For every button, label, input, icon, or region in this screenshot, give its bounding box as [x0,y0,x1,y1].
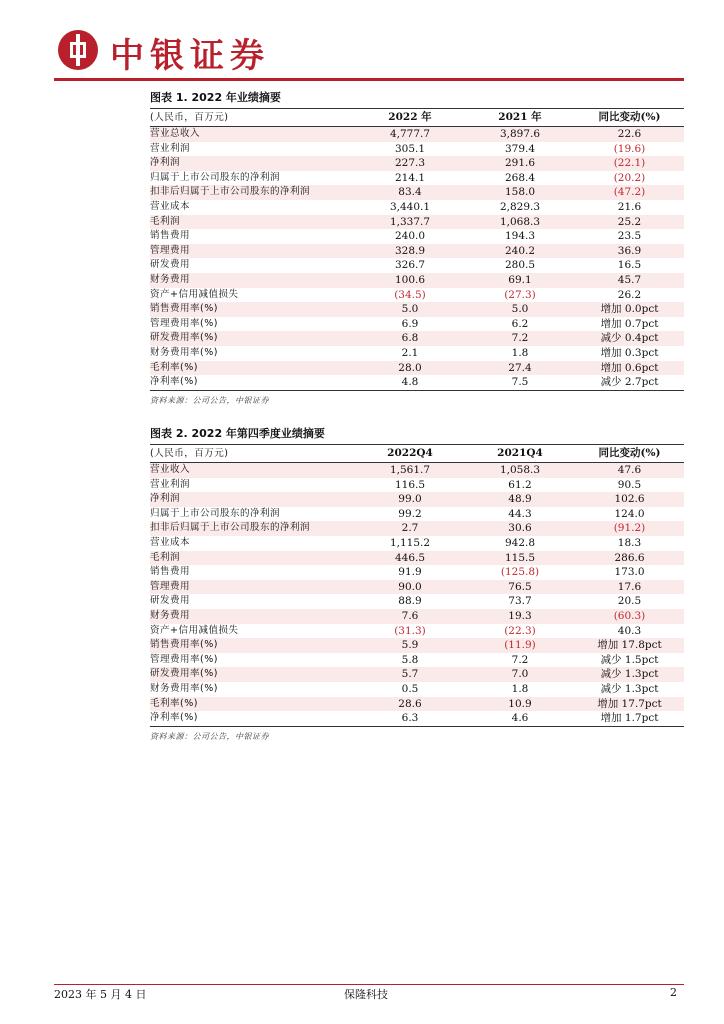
row-label: 扣非后归属于上市公司股东的净利润 [150,185,355,200]
table-cell: 减少 2.7pct [575,375,684,390]
table-cell: 增加 1.7pct [575,711,684,726]
data-table [150,445,684,727]
table-row [150,565,684,580]
row-label: 财务费用率(%) [150,346,218,358]
table-cell: 减少 1.3pct [600,682,659,695]
row-label: 净利润 [150,492,355,507]
table-cell: 280.5 [504,259,536,272]
table-row [150,638,684,653]
table-row [150,624,684,639]
table-cell: 83.4 [355,185,465,200]
table-cell: 45.7 [575,273,684,288]
row-label: 毛利率(%) [150,361,355,376]
table-cell: 194.3 [504,230,536,243]
table-cell: 5.0 [465,302,575,317]
table-cell: 5.0 [355,302,465,317]
summary-table-2022 [150,88,684,406]
table-cell: 1.8 [511,682,529,695]
table-cell: 102.6 [575,492,684,507]
table-cell: 5.8 [401,653,419,666]
brand-name: 中银证券 [110,36,270,76]
table-row [150,682,684,697]
table-row [150,142,684,157]
table-cell: 27.4 [465,361,575,376]
row-label: 毛利率(%) [150,697,355,712]
row-label: 销售费用 [150,230,191,242]
table-cell: 173.0 [614,566,645,579]
row-label: 营业成本 [150,200,191,212]
bank-logo-icon [58,30,98,70]
table-cell: 48.9 [465,492,575,507]
table-cell: 214.1 [394,171,426,184]
row-label: 营业总收入 [150,127,355,142]
table-cell: 增加 17.7pct [575,697,684,712]
table-cell: (47.2) [575,185,684,200]
table-row [150,331,684,346]
table-cell: 2,829.3 [499,200,541,213]
table-cell: 326.7 [394,259,426,272]
table-cell: 7.6 [355,609,465,624]
table-cell: 6.9 [401,317,419,330]
table-cell: (27.3) [504,288,536,301]
table-cell: 6.2 [511,317,529,330]
row-label: 管理费用率(%) [150,317,218,329]
summary-table-2022q4 [150,424,684,742]
table-cell: (22.3) [504,624,536,637]
page-number: 2 [670,986,677,999]
table-row [150,346,684,361]
row-label: 资产+信用减值损失 [150,288,239,300]
row-label: 财务费用 [150,273,355,288]
table-row [150,667,684,682]
table-cell: 5.7 [355,667,465,682]
figure-title: 图表 1. 2022 年业绩摘要 [150,88,684,109]
row-label: 资产+信用减值损失 [150,624,239,636]
table-row [150,156,684,171]
table-cell: 124.0 [614,507,645,520]
table-row [150,200,684,215]
table-row [150,229,684,244]
table-row [150,317,684,332]
table-row [150,288,684,303]
table-cell: 305.1 [394,142,426,155]
column-header: (人民币，百万元) [150,445,355,463]
table-cell: 158.0 [465,185,575,200]
table-cell: 4.6 [465,711,575,726]
row-label: 营业收入 [150,463,355,478]
table-cell: 30.6 [465,521,575,536]
table-row [150,536,684,551]
table-cell: 1,115.2 [389,536,431,549]
row-label: 管理费用 [150,580,355,595]
row-label: 营业成本 [150,536,191,548]
table-cell: 268.4 [504,171,536,184]
table-cell: 26.2 [617,288,642,301]
row-label: 营业利润 [150,142,191,154]
table-row [150,127,684,142]
row-label: 研发费用率(%) [150,331,355,346]
table-row [150,609,684,624]
table-cell: 增加 0.6pct [575,361,684,376]
table-cell: 328.9 [355,244,465,259]
table-cell: 99.2 [398,507,422,520]
table-cell: 379.4 [504,142,536,155]
column-header: 2021 年 [465,109,575,127]
table-cell: 23.5 [617,230,642,243]
table-row [150,258,684,273]
table-cell: (91.2) [575,521,684,536]
row-label: 毛利润 [150,551,355,566]
table-row [150,244,684,259]
row-label: 营业利润 [150,478,191,490]
table-cell: 0.5 [401,682,419,695]
table-cell: 227.3 [355,156,465,171]
table-cell: 73.7 [508,595,532,608]
row-label: 归属于上市公司股东的净利润 [150,507,281,519]
table-row [150,185,684,200]
column-header: 2022Q4 [355,445,465,463]
table-cell: 7.2 [511,653,529,666]
table-cell: 240.2 [465,244,575,259]
table-cell: 增加 0.0pct [575,302,684,317]
table-cell: 减少 1.3pct [575,667,684,682]
row-label: 财务费用率(%) [150,682,218,694]
table-cell: (22.1) [575,156,684,171]
table-cell: 4.8 [355,375,465,390]
table-cell: (11.9) [465,638,575,653]
row-label: 归属于上市公司股东的净利润 [150,171,281,183]
footer-company: 保隆科技 [344,988,388,1001]
table-cell: 90.5 [617,478,642,491]
table-cell: 10.9 [465,697,575,712]
table-row [150,361,684,376]
column-header: 同比变动(%) [575,109,684,127]
table-cell: 7.0 [465,667,575,682]
table-row [150,463,684,478]
table-cell: 16.5 [617,259,642,272]
data-table [150,109,684,391]
table-row [150,594,684,609]
table-cell: 21.6 [617,200,642,213]
table-cell: 36.9 [575,244,684,259]
table-cell: 20.5 [617,595,642,608]
table-cell: 115.5 [465,551,575,566]
table-cell: 18.3 [617,536,642,549]
table-row [150,580,684,595]
table-cell: 99.0 [355,492,465,507]
table-row [150,273,684,288]
row-label: 研发费用 [150,595,191,607]
table-row [150,697,684,712]
figure-title: 图表 2. 2022 年第四季度业绩摘要 [150,424,684,445]
row-label: 管理费用 [150,244,355,259]
table-row [150,302,684,317]
table-cell: 1,561.7 [355,463,465,478]
table-cell: 69.1 [465,273,575,288]
row-label: 管理费用率(%) [150,653,218,665]
table-cell: 1,068.3 [465,215,575,230]
table-cell: 增加 17.8pct [575,638,684,653]
table-cell: 240.0 [394,230,426,243]
table-cell: 7.2 [465,331,575,346]
table-cell: 28.0 [355,361,465,376]
table-row [150,521,684,536]
table-row [150,551,684,566]
table-cell: 91.9 [398,566,422,579]
column-header: 2021Q4 [465,445,575,463]
table-cell: 减少 1.5pct [600,653,659,666]
table-row [150,653,684,668]
column-header: 同比变动(%) [575,445,684,463]
table-cell: 61.2 [508,478,532,491]
column-header: (人民币，百万元) [150,109,355,127]
table-cell: 942.8 [504,536,536,549]
table-cell: 减少 0.4pct [575,331,684,346]
row-label: 净利率(%) [150,711,355,726]
table-row [150,492,684,507]
table-cell: 100.6 [355,273,465,288]
table-cell: (34.5) [394,288,426,301]
table-cell: 47.6 [575,463,684,478]
table-cell: 17.6 [575,580,684,595]
source-note: 资料来源：公司公告，中银证券 [150,395,269,405]
table-cell: 3,897.6 [465,127,575,142]
table-cell: (20.2) [613,171,646,184]
table-cell: (19.6) [613,142,646,155]
table-cell: 44.3 [508,507,532,520]
row-label: 研发费用率(%) [150,667,355,682]
table-row [150,478,684,493]
table-cell: 2.1 [401,346,419,359]
footer-divider [54,984,684,985]
header-divider [54,78,684,81]
table-cell: 286.6 [575,551,684,566]
table-row [150,507,684,522]
table-cell: 7.5 [465,375,575,390]
row-label: 扣非后归属于上市公司股东的净利润 [150,521,355,536]
table-row [150,711,684,726]
row-label: 财务费用 [150,609,355,624]
table-cell: 3,440.1 [389,200,431,213]
table-cell: 22.6 [575,127,684,142]
table-cell: 40.3 [617,624,642,637]
table-cell: 19.3 [465,609,575,624]
row-label: 净利率(%) [150,375,355,390]
table-cell: 1.8 [511,346,529,359]
table-cell: 6.8 [355,331,465,346]
table-cell: 6.3 [355,711,465,726]
table-cell: (125.8) [500,566,540,579]
table-row [150,375,684,390]
row-label: 销售费用率(%) [150,638,355,653]
source-note: 资料来源：公司公告，中银证券 [150,731,269,741]
table-cell: 291.6 [465,156,575,171]
table-cell: 2.7 [355,521,465,536]
row-label: 研发费用 [150,259,191,271]
row-label: 净利润 [150,156,355,171]
table-cell: 1,058.3 [465,463,575,478]
table-cell: 增加 0.7pct [600,317,659,330]
table-cell: 28.6 [355,697,465,712]
table-cell: 446.5 [355,551,465,566]
table-cell: 116.5 [394,478,426,491]
row-label: 销售费用 [150,566,191,578]
table-cell: 25.2 [575,215,684,230]
row-label: 毛利润 [150,215,355,230]
table-cell: 5.9 [355,638,465,653]
footer-date: 2023 年 5 月 4 日 [54,988,147,1001]
table-cell: 1,337.7 [355,215,465,230]
table-cell: 增加 0.3pct [600,346,659,359]
page-header [54,30,684,80]
table-cell: 90.0 [355,580,465,595]
row-label: 销售费用率(%) [150,302,355,317]
table-cell: 76.5 [465,580,575,595]
table-row [150,171,684,186]
column-header: 2022 年 [355,109,465,127]
table-cell: (60.3) [575,609,684,624]
table-row [150,215,684,230]
table-cell: 4,777.7 [355,127,465,142]
table-cell: (31.3) [394,624,426,637]
table-cell: 88.9 [398,595,422,608]
